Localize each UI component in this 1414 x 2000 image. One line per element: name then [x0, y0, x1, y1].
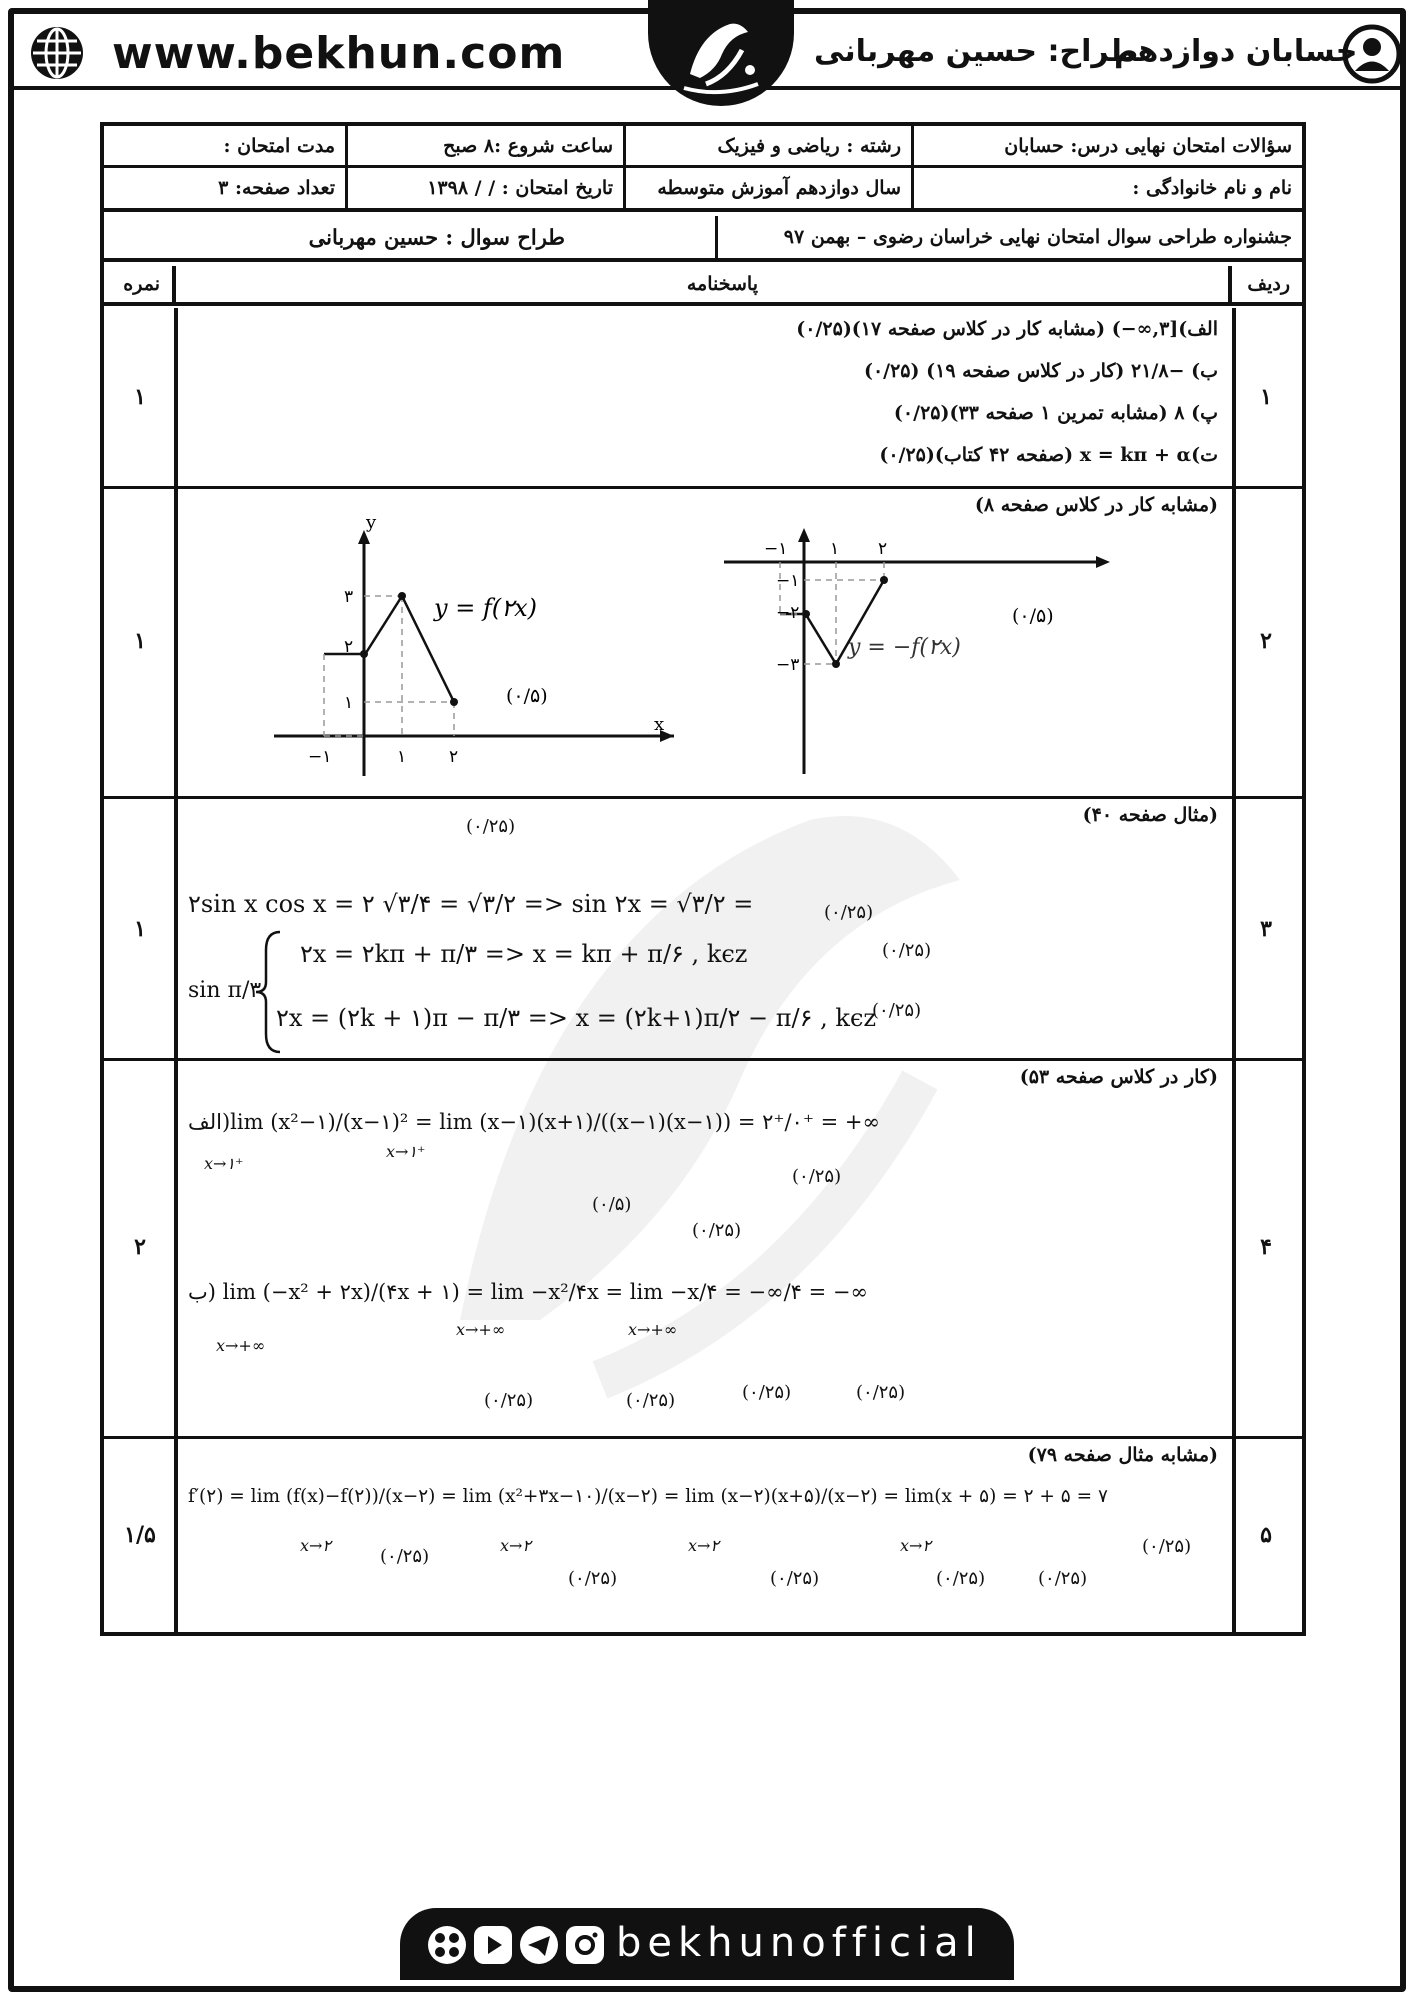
score-mark: (۰/۲۵): [856, 1382, 906, 1403]
limit-subscript: x→۲: [688, 1536, 720, 1555]
svg-text:−۱: −۱: [776, 571, 800, 591]
info-exam-date: تاریخ امتحان : / / ۱۳۹۸: [348, 168, 626, 212]
equation: ب) lim (−x² + ۲x)/(۴x + ۱) = lim −x²/۴x = lim −x/۴ = −∞/۴ = −∞: [188, 1280, 868, 1304]
svg-text:۲: ۲: [878, 539, 888, 559]
equation: f′(۲) = lim (f(x)−f(۲))/(x−۲) = lim (x²+۳x−۱۰)/(x−۲) = lim (x−۲)(x+۵)/(x−۲) = lim(x + ۵) = ۲ + ۵ = ۷: [188, 1486, 1108, 1507]
user-icon: [1342, 24, 1402, 84]
limit-subscript: x→۲: [300, 1536, 332, 1555]
score-mark: (۰/۲۵): [1142, 1536, 1192, 1557]
header-designer: طراح: حسین مهربانی: [814, 34, 1139, 69]
svg-text:۱: ۱: [830, 539, 840, 559]
svg-text:y = −f(۲x): y = −f(۲x): [848, 635, 961, 660]
score-mark: (۰/۲۵): [692, 1220, 742, 1241]
sin-prefix: sin π/۳: [188, 978, 262, 1003]
info-start-time: ساعت شروع :۸ صبح: [348, 126, 626, 168]
row-separator: [104, 486, 1302, 489]
info-grade: سال دوازدهم آموزش متوسطه: [626, 168, 914, 212]
page-header: [14, 14, 1400, 90]
row-score: ۱: [134, 384, 146, 410]
limit-subscript: x→۱⁺: [386, 1142, 426, 1161]
limit-subscript: x→۲: [500, 1536, 532, 1555]
row-score: ۱/۵: [124, 1522, 156, 1548]
score-mark: (۰/۲۵): [872, 1000, 922, 1021]
equation: الف)lim (x²−۱)/(x−۱)² = lim (x−۱)(x+۱)/((x−۱)(x−۱)) = ۲⁺/۰⁺ = +∞: [188, 1110, 880, 1134]
score-mark: (۰/۲۵): [568, 1568, 618, 1589]
row-number: ۵: [1260, 1522, 1272, 1548]
instagram-icon[interactable]: [566, 1926, 604, 1964]
youtube-icon[interactable]: [474, 1926, 512, 1964]
row-number: ۴: [1260, 1234, 1272, 1260]
row-number: ۱: [1260, 384, 1272, 410]
answer-line: ب) −۲۱/۸ (کار در کلاس صفحه ۱۹) (۰/۲۵): [863, 360, 1218, 382]
info-duration: مدت امتحان :: [104, 126, 348, 168]
score-mark: (۰/۲۵): [770, 1568, 820, 1589]
info-student-name: نام و نام خانوادگی :: [914, 168, 1302, 212]
score-mark: (۰/۲۵): [380, 1546, 430, 1567]
score-mark: (۰/۲۵): [466, 816, 516, 837]
row-score: ۲: [134, 1234, 146, 1260]
info-question-designer: طراح سوال : حسین مهربانی: [104, 216, 718, 262]
score-mark: (۰/۲۵): [936, 1568, 986, 1589]
graph-neg-f-2x: [684, 514, 1204, 784]
info-page-count: تعداد صفحه: ۳: [104, 168, 348, 212]
site-url[interactable]: www.bekhun.com: [112, 28, 566, 79]
row-number: ۲: [1260, 628, 1272, 654]
svg-text:۱: ۱: [344, 693, 354, 713]
row-separator: [104, 1058, 1302, 1061]
limit-subscript: x→۲: [900, 1536, 932, 1555]
score-mark: (۰/۲۵): [626, 1390, 676, 1411]
row-separator: [104, 796, 1302, 799]
answer-reference: (مثال صفحه ۴۰): [1082, 804, 1218, 826]
svg-text:x: x: [654, 714, 665, 735]
svg-text:۳: ۳: [344, 587, 354, 607]
score-mark: (۰/۲۵): [1038, 1568, 1088, 1589]
equation: ۲x = ۲kπ + π/۳ => x = kπ + π/۶ , kϵz: [300, 940, 748, 968]
svg-text:(۰/۵): (۰/۵): [506, 685, 548, 707]
aparat-icon[interactable]: [428, 1926, 466, 1964]
limit-subscript: x→+∞: [628, 1320, 678, 1339]
svg-text:y: y: [366, 512, 377, 533]
score-mark: (۰/۲۵): [882, 940, 932, 961]
score-mark: (۰/۲۵): [792, 1166, 842, 1187]
graph-f-2x: [254, 506, 684, 786]
column-header-score: نمره: [104, 266, 176, 306]
score-mark: (۰/۵): [592, 1194, 632, 1215]
answer-line: ت)x = kπ + α (صفحه ۴۲ کتاب)(۰/۲۵): [879, 444, 1218, 466]
equation: ۲sin x cos x = ۲ √۳/۴ = √۳/۲ => sin ۲x = √۳/۲ =: [188, 890, 754, 918]
social-bar: [400, 1908, 1014, 1980]
answer-reference: (مشابه کار در کلاس صفحه ۸): [974, 494, 1218, 516]
limit-subscript: x→۱⁺: [204, 1154, 244, 1173]
score-mark: (۰/۲۵): [824, 902, 874, 923]
divider-row: [1232, 308, 1236, 1632]
info-festival: جشنواره طراحی سوال امتحان نهایی خراسان رضوی – بهمن ۹۷: [718, 216, 1302, 262]
info-exam-title: سؤالات امتحان نهایی درس: حسابان: [914, 126, 1302, 168]
svg-text:y = f(۲x): y = f(۲x): [434, 594, 537, 622]
svg-text:(۰/۵): (۰/۵): [1012, 605, 1054, 627]
row-score: ۱: [134, 916, 146, 942]
answer-reference: (مشابه مثال صفحه ۷۹): [1027, 1444, 1218, 1466]
header-course: حسابان دوازدهم: [1114, 34, 1358, 69]
svg-text:−۱: −۱: [764, 539, 788, 559]
svg-text:−۱: −۱: [308, 747, 332, 767]
row-score: ۱: [134, 628, 146, 654]
equation: ۲x = (۲k + ۱)π − π/۳ => x = (۲k+۱)π/۲ − π/۶ , kϵz: [276, 1004, 877, 1032]
telegram-icon[interactable]: [520, 1926, 558, 1964]
score-mark: (۰/۲۵): [742, 1382, 792, 1403]
answer-line: الف)[۳,∞−) (مشابه کار در کلاس صفحه ۱۷)(۰/۲۵): [796, 318, 1218, 340]
brace: [254, 930, 284, 1054]
svg-text:۱: ۱: [397, 747, 407, 767]
limit-subscript: x→+∞: [456, 1320, 506, 1339]
svg-text:−۳: −۳: [776, 655, 800, 675]
info-field: رشته : ریاضی و فیزیک: [626, 126, 914, 168]
svg-text:−۲: −۲: [776, 603, 800, 623]
divider-score: [174, 308, 178, 1632]
answer-reference: (کار در کلاس صفحه ۵۳): [1019, 1066, 1218, 1088]
column-header-answer: پاسخنامه: [176, 266, 1232, 306]
answer-sheet: [100, 122, 1306, 1636]
row-separator: [104, 1436, 1302, 1439]
score-mark: (۰/۲۵): [484, 1390, 534, 1411]
limit-subscript: x→+∞: [216, 1336, 266, 1355]
social-handle[interactable]: bekhunofficial: [616, 1920, 982, 1966]
svg-text:۲: ۲: [344, 637, 354, 657]
globe-icon: [28, 24, 86, 82]
column-header-row: ردیف: [1232, 266, 1302, 306]
row-number: ۳: [1260, 916, 1272, 942]
svg-text:۲: ۲: [449, 747, 459, 767]
answer-line: پ) ۸ (مشابه تمرین ۱ صفحه ۳۳)(۰/۲۵): [893, 402, 1218, 424]
